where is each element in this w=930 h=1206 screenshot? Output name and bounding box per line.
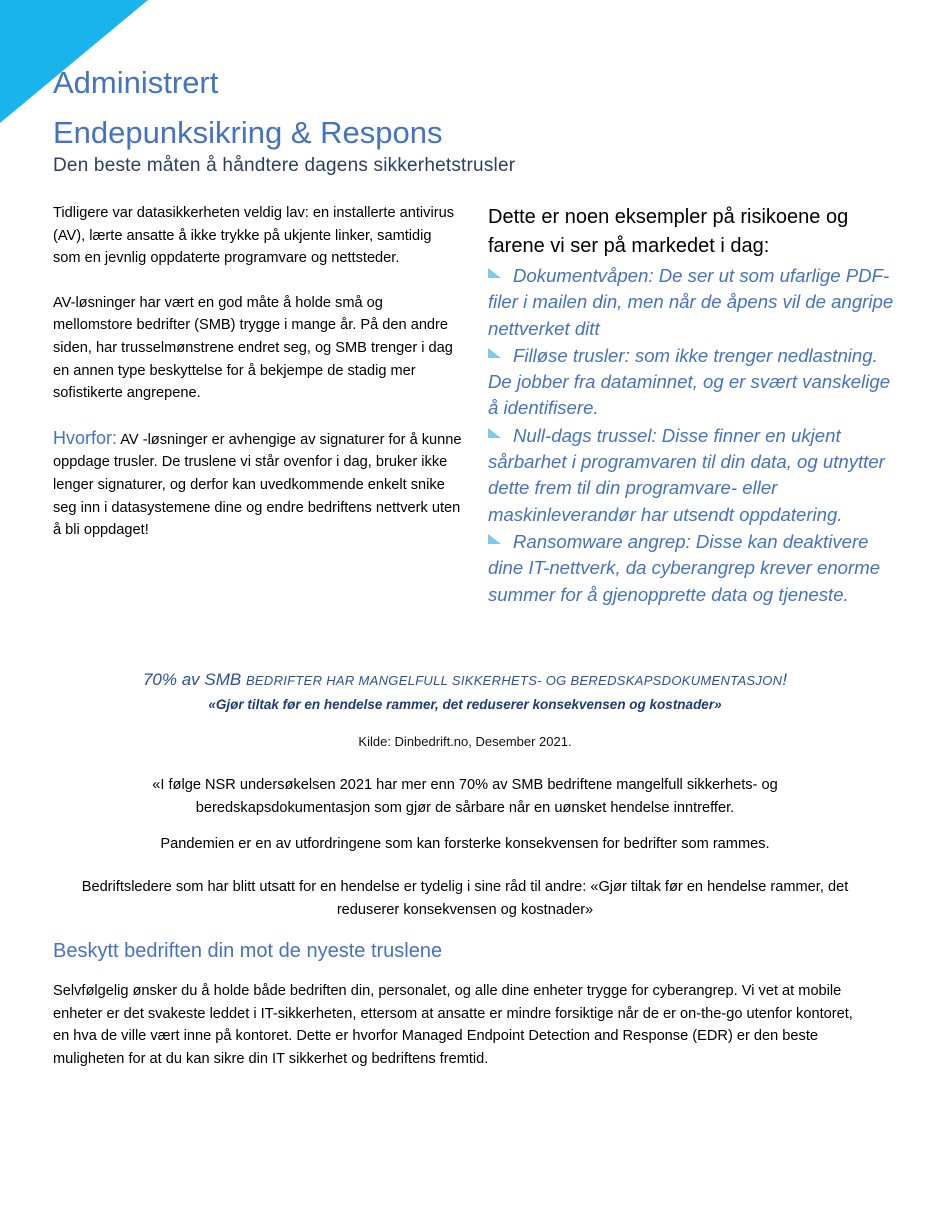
risk-item-fileless-threats: Filløse trusler: som ikke trenger nedlastning. De jobber fra dataminnet, og er svært vanskelige å identifisere. [488,344,891,419]
why-text: AV -løsninger er avhengige av signaturer for å kunne oppdage trusler. De truslene vi står ovenfor i dag, bruker ikke lenger signaturer, og derfor kan uvedkommende enkelt snike seg inn i datasystemene dine og endre bedriftens nettverk uten å bli oppdaget! [53,431,462,539]
nsr-survey-paragraph: «I følge NSR undersøkelsen 2021 har mer enn 70% av SMB bedriftene mangelfull sikkerhets- og beredskapsdokumentasjon som gjør de sårbare når en uønsket hendelse inntreffer. [152,777,778,816]
av-paragraph: AV-løsninger har vært en god måte å holde små og mellomstore bedrifter (SMB) trygge i mange år. På den andre siden, har trusselmønstrene endret seg, og SMB trenger i dag en annen type beskyttelse for å bekjempe de stadig mer sofistikerte angrepene. [53,294,453,402]
triangle-bullet-icon [488,268,501,278]
why-label: Hvorfor: [53,427,118,448]
triangle-bullet-icon [488,534,501,544]
pandemic-paragraph: Pandemien er en av utfordringene som kan forsterke konsekvensen for bedrifter som rammes. [160,836,770,852]
intro-paragraph: Tidligere var datasikkerheten veldig lav: en installerte antivirus (AV), lærte ansatte å ikke trykke på ukjente linker, samtidig som en jevnlig oppdaterte programvare og nettsteder. [53,205,454,267]
risk-item-zero-day: Null-dags trussel: Disse finner en ukjent sårbarhet i programvaren til din data, og utnytter dette frem til din programvare- eller maskinleverandør har utsendt oppdatering. [488,424,885,525]
page-subtitle: Den beste måten å håndtere dagens sikkerhetstrusler [53,155,516,176]
title-line-2: Endepunksikring & Respons [53,115,443,150]
risk-item-document-weapons: Dokumentvåpen: De ser ut som ufarlige PDF-filer i mailen din, men når de åpens vil de angripe nettverket ditt [488,265,894,339]
risk-item-ransomware: Ransomware angrep: Disse kan deaktivere dine IT-nettverk, da cyberangrep krever enorme summer for å gjenopprette data og tjeneste. [488,530,881,605]
leaders-advice-paragraph: Bedriftsledere som har blitt utsatt for en hendelse er tydelig i sine råd til andre: «Gjør tiltak før en hendelse rammer, det reduserer konsekvensen og kostnader» [81,879,849,918]
risk-list [488,263,898,608]
right-column [488,203,898,609]
statistic-headline: 70% av SMB BEDRIFTER HAR MANGELFULL SIKKERHETS- OG BEREDSKAPSDOKUMENTASJON! [142,670,788,689]
section-paragraph: Selvfølgelig ønsker du å holde både bedriften din, personalet, og alle dine enheter trygge for cyberangrep. Vi vet at mobile enheter er det svakeste leddet i IT-sikkerheten, ettersom at ansatte er mindre forsiktige når de er on-the-go utenfor kontoret, en hva de ville vært inne på kontoret. Dette er hvorfor Managed Endpoint Detection and Response (EDR) er den beste muligheten for at du kan sikre din IT sikkerhet og bedriftens fremtid. [53,983,853,1067]
page-title [53,58,442,158]
source-citation: Kilde: Dinbedrift.no, Desember 2021. [358,734,572,749]
triangle-bullet-icon [488,348,501,358]
risk-heading: Dette er noen eksempler på risikoene og farene vi ser på markedet i dag: [488,206,849,257]
why-paragraph [53,427,463,542]
triangle-bullet-icon [488,428,501,438]
left-column [53,202,463,564]
statistic-quote: «Gjør tiltak før en hendelse rammer, det reduserer konsekvensen og kostnader» [208,697,722,712]
title-line-1: Administrert [53,65,219,100]
section-heading: Beskytt bedriften din mot de nyeste truslene [53,940,443,962]
